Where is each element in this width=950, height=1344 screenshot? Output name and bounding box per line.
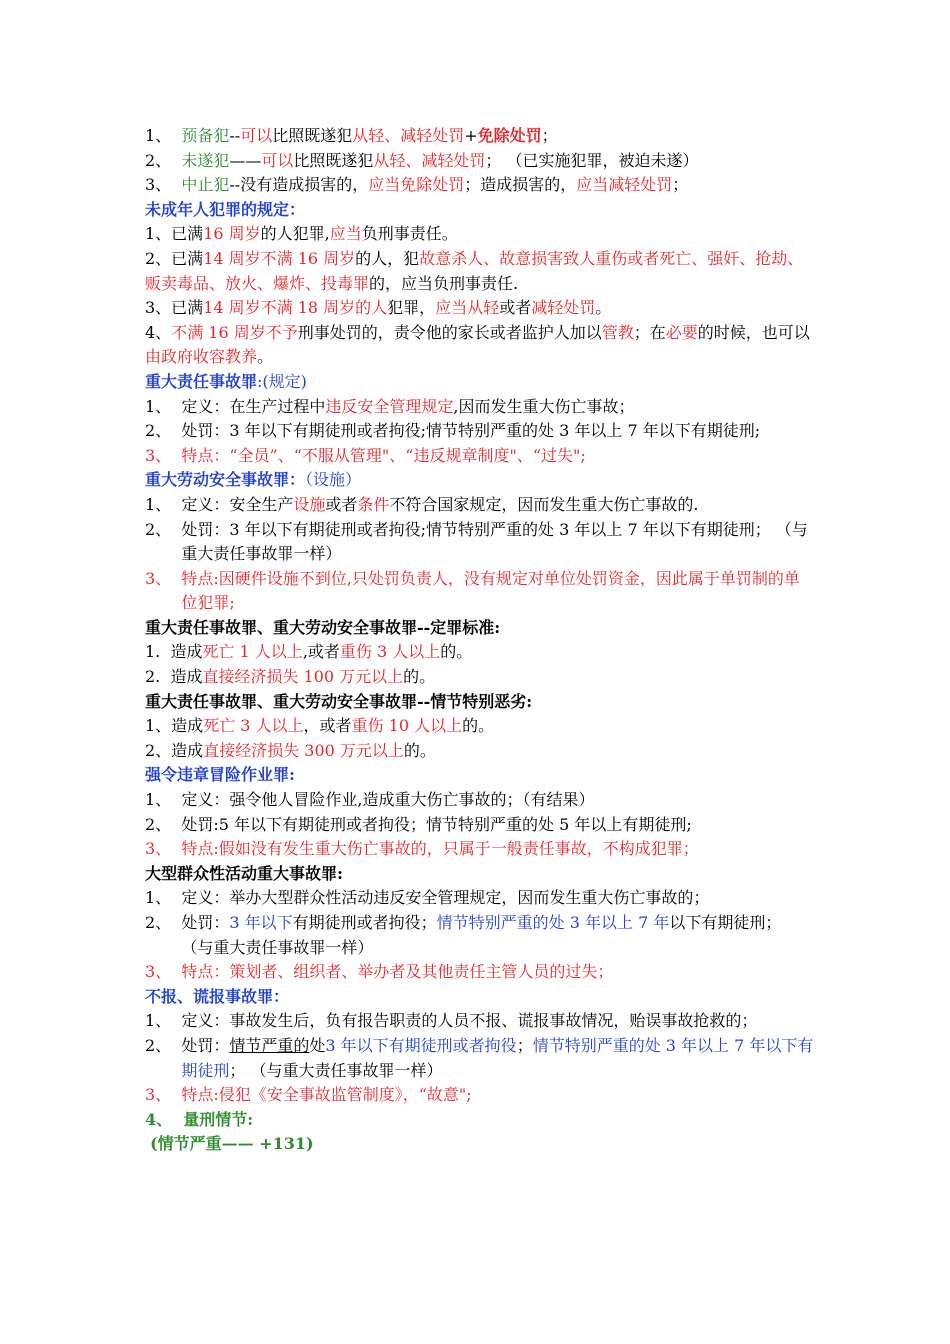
text-line <box>145 1009 815 1034</box>
text-run: ； <box>672 175 689 195</box>
list-number: 3、 <box>145 445 182 465</box>
text-run: + <box>464 126 478 145</box>
text-run: 的。 <box>403 740 436 760</box>
text-line <box>145 395 815 420</box>
text-run: 。 <box>257 347 274 367</box>
text-run: 重大责任事故罪 <box>145 371 258 391</box>
list-number: 3、 <box>145 175 182 195</box>
text-run: 4、 <box>145 322 172 342</box>
text-run: 管教 <box>601 322 634 342</box>
text-run: 。 <box>595 298 612 318</box>
text-line <box>145 1132 815 1157</box>
text-run: ； （已实施犯罪，被迫未遂） <box>485 150 699 170</box>
text-run: 特点:因硬件设施不到位,只处罚负责人，没有规定对单位处罚资金，因此属于单罚制的单位犯罪; <box>181 568 800 613</box>
text-run: 的。 <box>403 667 436 687</box>
text-run: 应当免除处罚 <box>368 175 465 195</box>
document-page <box>145 124 815 1157</box>
text-run: 免除处罚 <box>477 126 542 145</box>
list-number: 2、 <box>145 150 182 170</box>
text-run: 特点:侵犯《安全事故监管制度》，“故意"; <box>181 1085 472 1105</box>
text-run: ； <box>541 126 558 145</box>
list-number: 1. <box>145 642 171 662</box>
list-number: 3、 <box>145 1085 182 1105</box>
text-run: 预备犯 <box>181 126 230 145</box>
text-run: 从轻、减轻处罚 <box>352 126 465 145</box>
text-run: 的。 <box>462 716 495 736</box>
text-run: 特点:假如没有发生重大伤亡事故的，只属于一般责任事故，不构成犯罪； <box>181 839 699 859</box>
list-number: 2. <box>145 667 171 687</box>
text-run: 重大责任事故罪、重大劳动安全事故罪--定罪标准: <box>145 617 501 637</box>
text-run: 犯罪， <box>387 298 436 318</box>
list-text <box>181 1083 815 1108</box>
list-number: 1、 <box>145 888 182 908</box>
text-line <box>145 739 815 764</box>
section-heading <box>145 862 815 887</box>
list-number: 2、 <box>145 421 182 441</box>
text-line <box>145 640 815 665</box>
text-run: 或者 <box>499 298 532 318</box>
text-run: 3、已满 <box>145 298 204 318</box>
list-text <box>181 886 815 911</box>
text-run: 必要 <box>665 322 698 342</box>
text-run: 不符合国家规定，因而发生重大伤亡事故的. <box>389 494 699 514</box>
text-line <box>145 173 815 198</box>
text-run: 定义：强令他人冒险作业,造成重大伤亡事故的；（有结果） <box>181 790 595 810</box>
text-run: 1、已满 <box>145 224 204 244</box>
text-run: 未成年人犯罪的规定： <box>145 199 306 219</box>
list-text <box>181 395 815 420</box>
text-run: 减轻处罚 <box>531 298 596 318</box>
section-heading <box>145 468 815 493</box>
text-line <box>145 1034 815 1083</box>
text-run: 重大劳动安全事故罪： <box>145 470 306 490</box>
text-run: --没有造成损害的， <box>229 175 369 195</box>
text-run: -- <box>229 126 241 145</box>
text-line <box>145 321 815 370</box>
list-number: 2、 <box>145 913 182 932</box>
text-run: 1、造成 <box>145 716 204 736</box>
text-line <box>145 296 815 321</box>
text-run: 14 周岁不满 18 周岁的人 <box>203 298 388 318</box>
text-line <box>145 886 815 911</box>
list-text <box>181 960 815 985</box>
section-heading <box>145 763 815 788</box>
text-run: 重伤 3 人以上 <box>339 642 441 662</box>
text-run: 以下有期徒刑； （与重大责任事故罪一样） <box>181 913 782 957</box>
list-text <box>181 444 815 469</box>
text-run: 16 周岁 <box>203 224 261 244</box>
text-run: 特点：策划者、组织者、举办者及其他责任主管人员的过失； <box>181 962 614 982</box>
text-line <box>145 444 815 469</box>
text-run: 不满 16 周岁不予 <box>171 322 298 342</box>
list-text <box>170 665 815 690</box>
list-text <box>181 788 815 813</box>
text-run: 定义：安全生产 <box>181 494 294 514</box>
text-run: 重大责任事故罪、重大劳动安全事故罪--情节特别恶劣: <box>145 691 533 711</box>
text-line <box>145 124 815 149</box>
section-heading <box>145 985 815 1010</box>
list-text <box>181 149 815 174</box>
list-number: 1、 <box>145 1011 182 1031</box>
text-run: 量刑情节: <box>183 1109 254 1129</box>
list-number: 1、 <box>145 790 182 810</box>
section-heading <box>145 370 815 395</box>
text-run: 比照既遂犯 <box>272 126 353 145</box>
text-line <box>145 419 815 444</box>
text-run: 中止犯 <box>181 175 230 195</box>
text-run: 由政府收容教养 <box>145 347 258 367</box>
list-number: 4、 <box>145 1109 184 1129</box>
text-run: 重伤 10 人以上 <box>351 716 463 736</box>
text-line <box>145 1083 815 1108</box>
list-text <box>183 1108 815 1133</box>
text-run: ； <box>516 1035 533 1055</box>
text-run: 死亡 1 人以上 <box>202 642 303 662</box>
text-run: 处罚： <box>181 913 230 932</box>
text-run: 的，应当负刑事责任. <box>369 273 519 293</box>
text-run: 强令违章冒险作业罪: <box>145 765 295 785</box>
list-text <box>181 813 815 838</box>
text-run: 刑事处罚的，责令他的家长或者监护人加以 <box>297 322 602 342</box>
text-line <box>145 714 815 739</box>
list-number: 2、 <box>145 1035 182 1055</box>
list-text <box>181 1034 815 1083</box>
text-run: 直接经济损失 300 万元以上 <box>203 740 404 760</box>
section-heading <box>145 616 815 641</box>
text-run: 从轻、减轻处罚 <box>373 150 486 170</box>
text-run: 的人，犯 <box>355 248 420 268</box>
text-line <box>145 567 815 616</box>
section-heading <box>145 198 815 223</box>
text-run: 处罚： <box>181 1035 230 1055</box>
text-line <box>145 960 815 985</box>
text-run: ，或者 <box>303 716 352 736</box>
text-run: 2、造成 <box>145 740 204 760</box>
text-run: 应当减轻处罚 <box>576 175 673 195</box>
list-number: 3、 <box>145 568 182 588</box>
text-line <box>145 1108 815 1133</box>
text-run: —— <box>229 150 262 170</box>
text-run: 的。 <box>440 642 473 662</box>
list-text <box>181 837 815 862</box>
text-run: 处罚:5 年以下有期徒刑或者拘役；情节特别严重的处 5 年以上有期徒刑; <box>181 814 692 834</box>
text-line <box>145 247 815 296</box>
list-text <box>181 173 815 198</box>
text-run: 的时候，也可以 <box>697 322 810 342</box>
text-line <box>145 911 815 960</box>
text-line <box>145 813 815 838</box>
text-line <box>145 837 815 862</box>
text-run: ；造成损害的， <box>464 175 577 195</box>
text-line <box>145 518 815 567</box>
list-number: 1、 <box>145 396 182 416</box>
text-run: 情节特别严重的处 3 年以上 7 年 <box>436 913 670 932</box>
text-run: 14 周岁不满 16 周岁 <box>203 248 356 268</box>
list-number: 1、 <box>145 494 182 514</box>
text-run: 的人犯罪, <box>260 224 330 244</box>
text-run: ,或者 <box>302 642 340 662</box>
text-line <box>145 665 815 690</box>
text-line <box>145 222 815 247</box>
text-run: 大型群众性活动重大事故罪: <box>145 863 343 883</box>
text-run: 应当 <box>329 224 362 244</box>
text-run: :(规定) <box>257 371 307 391</box>
text-run: 定义：在生产过程中 <box>181 396 326 416</box>
list-text <box>181 493 815 518</box>
list-number: 2、 <box>145 519 182 539</box>
text-run: 比照既遂犯 <box>293 150 374 170</box>
text-run: 应当从轻 <box>435 298 500 318</box>
list-text <box>181 518 815 567</box>
text-line <box>145 493 815 518</box>
text-run: 或者 <box>325 494 358 514</box>
text-line <box>145 788 815 813</box>
text-run: ,因而发生重大伤亡事故； <box>453 396 635 416</box>
list-text <box>170 640 815 665</box>
text-run: ； （与重大责任事故罪一样） <box>229 1060 443 1080</box>
text-run: 3 年以下有期徒刑或者拘役 <box>325 1035 517 1055</box>
list-number: 2、 <box>145 814 182 834</box>
text-run: 定义：事故发生后，负有报告职责的人员不报、谎报事故情况，贻误事故抢救的； <box>181 1011 758 1031</box>
text-run: 情节严重的 <box>229 1035 310 1055</box>
section-heading <box>145 690 815 715</box>
list-text <box>181 567 815 616</box>
text-run: 可以 <box>240 126 273 145</box>
text-run: 死亡 3 人以上 <box>203 716 304 736</box>
text-run: 有期徒刑或者拘役； <box>292 913 437 932</box>
text-run: 2、已满 <box>145 248 204 268</box>
list-number: 1、 <box>145 126 182 145</box>
list-text <box>181 911 815 960</box>
list-text <box>181 419 815 444</box>
text-run: 处罚：3 年以下有期徒刑或者拘役;情节特别严重的处 3 年以上 7 年以下有期徒刑； （与重大责任事故罪一样） <box>181 519 808 564</box>
text-run: 定义：举办大型群众性活动违反安全管理规定，因而发生重大伤亡事故的； <box>181 888 710 908</box>
list-number: 3、 <box>145 962 182 982</box>
text-run: 处罚：3 年以下有期徒刑或者拘役;情节特别严重的处 3 年以上 7 年以下有期徒刑; <box>181 421 761 441</box>
text-run: 故意杀人、故意损害致人重伤或者死亡、强奸、抢劫、贩卖毒品、放火、爆炸、投毒罪 <box>145 248 804 293</box>
text-run: 设施 <box>293 494 326 514</box>
text-run: 特点：“全员”、“不服从管理"、“违反规章制度"、“过失"; <box>181 445 586 465</box>
text-run: ；在 <box>633 322 666 342</box>
text-run: 造成 <box>170 642 203 662</box>
text-run: 条件 <box>357 494 390 514</box>
list-number: 3、 <box>145 839 182 859</box>
text-run: 负刑事责任。 <box>361 224 458 244</box>
text-run: （设施） <box>305 470 362 490</box>
text-run: 违反安全管理规定 <box>325 396 454 416</box>
list-text <box>181 124 815 149</box>
text-run: 可以 <box>261 150 294 170</box>
text-run: 情节特别严重的处 3 年以上 7 年以下有期徒刑 <box>181 1035 814 1080</box>
text-run: 3 年以下 <box>229 913 293 932</box>
text-run: 未遂犯 <box>181 150 230 170</box>
text-run: (情节严重—— +131) <box>150 1134 314 1154</box>
text-run: 处 <box>309 1035 326 1055</box>
text-run: 不报、谎报事故罪： <box>145 986 290 1006</box>
text-run: 直接经济损失 100 万元以上 <box>202 667 404 687</box>
text-run: 造成 <box>170 667 203 687</box>
text-line <box>145 149 815 174</box>
list-text <box>181 1009 815 1034</box>
